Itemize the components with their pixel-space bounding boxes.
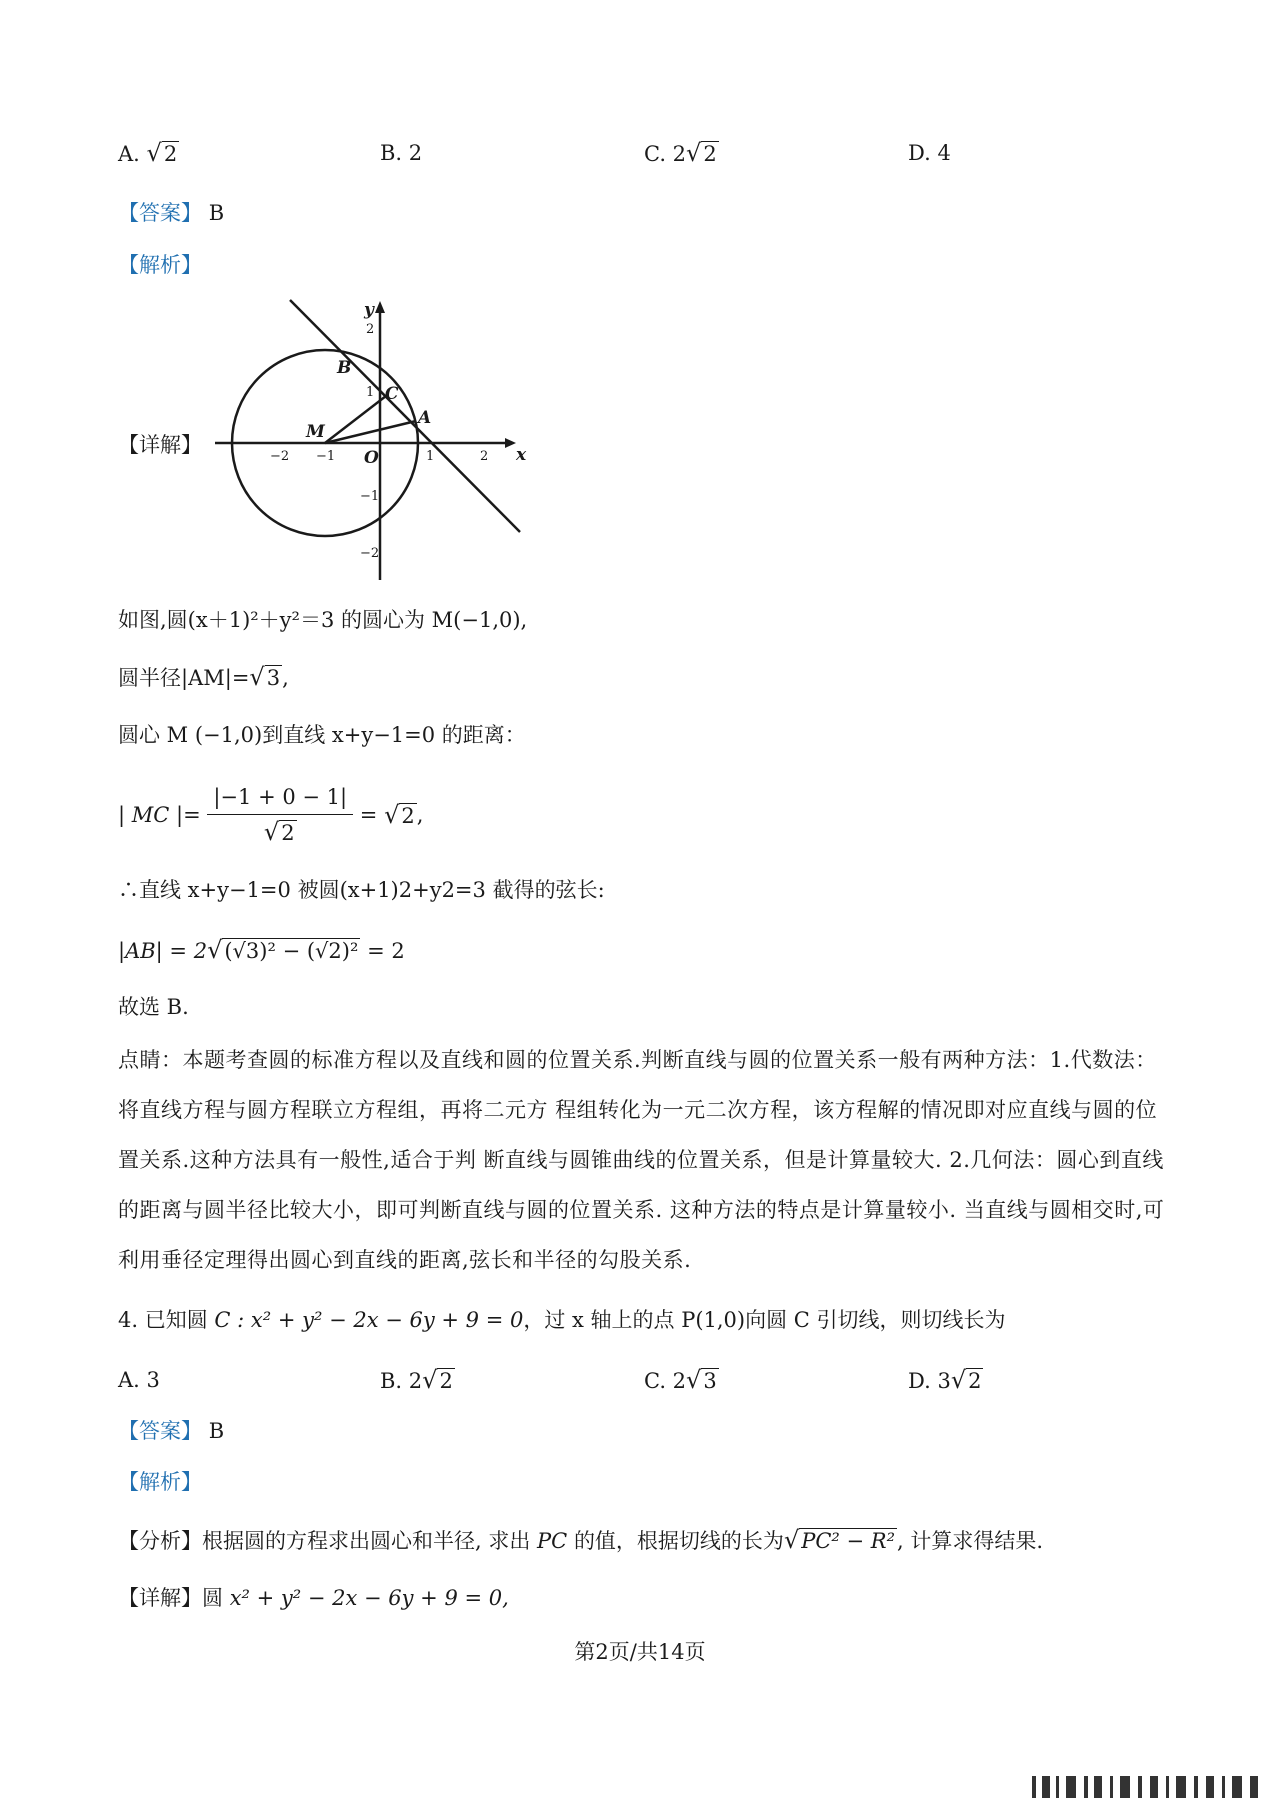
radius-radicand: 3 xyxy=(266,666,281,690)
y-tick-label: −2 xyxy=(360,546,380,561)
y-tick-label: −1 xyxy=(360,489,380,504)
fenxi-pc: PC xyxy=(537,1529,568,1553)
q4-option-d-label: D. 3 xyxy=(908,1369,951,1393)
q4-option-d-radicand: 2 xyxy=(968,1369,982,1393)
q4-option-b-radicand: 2 xyxy=(439,1369,453,1393)
q4-option-d xyxy=(908,1365,983,1396)
q4-option-a: A. 3 xyxy=(118,1368,160,1392)
point-o-label: O xyxy=(364,448,379,468)
q4-detail-prefix: 圆 xyxy=(202,1586,223,1610)
mc-formula xyxy=(118,780,423,850)
point-a-label: A xyxy=(418,408,432,428)
x-tick-label: −1 xyxy=(316,449,336,464)
option-c xyxy=(644,138,719,169)
q4-option-b-label: B. 2 xyxy=(380,1369,423,1393)
answer-tag: 【答案】 xyxy=(118,201,202,225)
sqrt-icon: √ xyxy=(146,139,162,167)
option-b: B. 2 xyxy=(380,141,423,165)
fenxi-prefix: 根据圆的方程求出圆心和半径, 求出 xyxy=(202,1529,531,1553)
option-c-radicand: 2 xyxy=(703,142,717,166)
q4-option-b xyxy=(380,1365,455,1396)
option-d: D. 4 xyxy=(908,141,951,165)
watermark-icon xyxy=(1032,1772,1262,1802)
sqrt-icon: √ xyxy=(686,1366,702,1394)
mc-denominator xyxy=(207,815,353,850)
q4-stem xyxy=(118,1305,1006,1335)
sqrt-icon: √ xyxy=(686,139,702,167)
q4-detail-line xyxy=(118,1583,509,1613)
sqrt-icon: √ xyxy=(950,1366,967,1394)
sqrt-icon: √ xyxy=(422,1366,438,1394)
detail-tag: 【详解】 xyxy=(118,433,202,457)
q4-option-c xyxy=(644,1365,719,1396)
fenxi-suffix: , 计算求得结果. xyxy=(897,1529,1044,1553)
q4-fenxi-line xyxy=(118,1525,1043,1556)
option-a-label: A. xyxy=(118,142,140,166)
mc-equals: = xyxy=(359,803,378,827)
fenxi-tag: 【分析】 xyxy=(118,1529,202,1553)
y-tick-label: 2 xyxy=(366,322,375,337)
x-axis-label: x xyxy=(516,445,527,465)
sqrt-icon: √ xyxy=(263,818,280,846)
q4-stem-prefix: 4. 已知圆 xyxy=(118,1308,208,1332)
q4-answer-value: B xyxy=(208,1419,225,1443)
q4-detail-equation: x² + y² − 2x − 6y + 9 = 0, xyxy=(229,1586,509,1610)
radius-text: 圆半径|AM|= xyxy=(118,666,250,690)
point-m-label: M xyxy=(306,422,325,442)
q4-option-c-label: C. 2 xyxy=(644,1369,687,1393)
ab-label: |AB| = 2 xyxy=(118,939,208,963)
option-a xyxy=(118,138,179,169)
option-c-label: C. 2 xyxy=(644,142,687,166)
x-arrow-icon xyxy=(505,438,516,448)
solution-line-1: 如图,圆(x＋1)²＋y²＝3 的圆心为 M(−1,0), xyxy=(118,608,528,632)
mc-den-radicand: 2 xyxy=(281,821,295,845)
mc-numerator: |−1 + 0 − 1| xyxy=(207,780,353,815)
answer-line xyxy=(118,198,224,228)
q4-detail-tag: 【详解】 xyxy=(118,1586,202,1610)
choose-line: 故选 B. xyxy=(118,995,189,1019)
mc-result-radicand: 2 xyxy=(401,803,415,828)
y-tick-label: 1 xyxy=(366,385,375,400)
solution-line-5: ∴直线 x+y−1=0 被圆(x+1)2+y2=3 截得的弦长: xyxy=(118,878,605,902)
radius-comma: , xyxy=(282,666,289,690)
sqrt-icon: √ xyxy=(783,1526,800,1554)
circle-line-figure xyxy=(200,295,530,580)
point-b-label: B xyxy=(337,358,352,378)
x-tick-label: 2 xyxy=(480,449,489,464)
mc-comma: , xyxy=(416,803,424,827)
y-arrow-icon xyxy=(375,301,385,313)
note-paragraph: 点睛：本题考查圆的标准方程以及直线和圆的位置关系.判断直线与圆的位置关系一般有两种方法：1.代数法：将直线方程与圆方程联立方程组，再将二元方 程组转化为一元二次方程，该方程解的情况即对应直线与圆的位置关系.这种方法具有一般性,适合于判 断直线与圆锥曲线的位置关系，但是计算量较大. 2.几何法：圆心到直线的距离与圆半径比较大小，即可判断直线与圆的位置关系. 这种方法的特点是计算量较小. 当直线与圆相交时,可利用垂径定理得出圆心到直线的距离,弦长和半径的勾股关系. xyxy=(118,1048,1165,1272)
option-a-radicand: 2 xyxy=(163,142,178,166)
q4-answer-tag: 【答案】 xyxy=(118,1419,202,1443)
q4-answer-line xyxy=(118,1416,224,1446)
ab-result: = 2 xyxy=(367,939,405,963)
solution-line-3: 圆心 M (−1,0)到直线 x+y−1=0 的距离： xyxy=(118,723,526,747)
q4-stem-suffix: ，过 x 轴上的点 P(1,0)向圆 C 引切线，则切线长为 xyxy=(523,1308,1006,1332)
fenxi-radicand: PC² − R² xyxy=(801,1529,896,1553)
sqrt-icon: √ xyxy=(207,936,223,964)
q4-equation: C : x² + y² − 2x − 6y + 9 = 0 xyxy=(214,1308,524,1332)
fenxi-middle: 的值，根据切线的长为 xyxy=(573,1529,784,1553)
analysis-tag: 【解析】 xyxy=(118,253,202,277)
sqrt-icon: √ xyxy=(249,663,265,691)
sqrt-icon: √ xyxy=(384,801,400,829)
ab-formula xyxy=(118,935,405,966)
line-ab xyxy=(290,300,520,532)
mc-fraction xyxy=(207,780,353,850)
solution-line-2 xyxy=(118,662,289,693)
x-tick-label: 1 xyxy=(426,449,435,464)
answer-value: B xyxy=(208,201,225,225)
x-tick-label: −2 xyxy=(270,449,290,464)
q4-analysis-tag: 【解析】 xyxy=(118,1470,202,1494)
ab-radicand: (√3)² − (√2)² xyxy=(224,939,359,963)
point-c-label: C xyxy=(385,384,399,404)
q4-option-c-radicand: 3 xyxy=(703,1369,717,1393)
page-footer: 第2页/共14页 xyxy=(574,1640,706,1664)
y-axis-label: y xyxy=(364,300,374,320)
mc-label: | MC |= xyxy=(118,803,201,827)
